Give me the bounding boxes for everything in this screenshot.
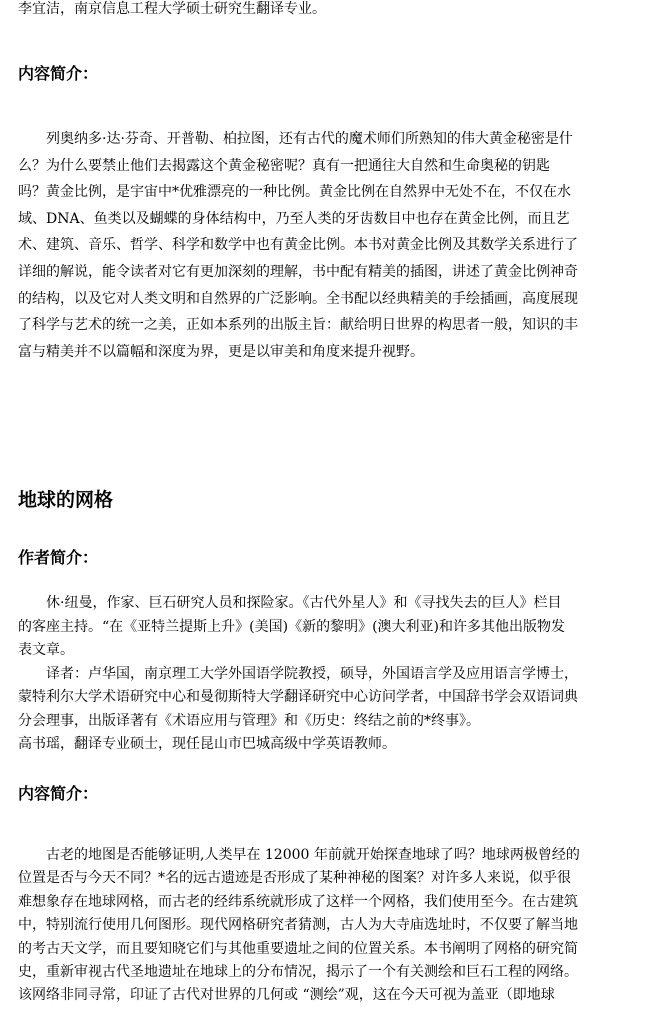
content-intro-paragraph-2 (18, 844, 630, 1008)
content-intro-heading-2: 内容简介： (18, 784, 99, 803)
paragraph-line: 蒙特利尔大学术语研究中心和曼彻斯特大学翻译研究中心访问学者，中国辞书学会双语词典 (18, 689, 578, 705)
paragraph-line: 难想象存在地球网格，而古老的经纬系统就形成了这样一个网格，我们使用至今。在古建筑 (18, 893, 578, 910)
paragraph-line: 译者：卢华国，南京理工大学外国语学院教授，硕导，外国语言学及应用语言学博士， (18, 665, 578, 682)
paragraph-line: 该网络非同寻常，印证了古代对世界的几何或 “测绘”观，这在今天可视为盖亚（即地球 (18, 987, 555, 1004)
content-intro-paragraph (18, 126, 630, 365)
book-title: 地球的网格 (18, 489, 114, 511)
paragraph-line: 表文章。 (18, 642, 74, 658)
paragraph-line: 列奥纳多·达·芬奇、开普勒、柏拉图，还有古代的魔术师们所熟知的伟大黄金秘密是什 (18, 131, 573, 147)
paragraph-line: 中，特别流行使用几何图形。现代网格研究者猜测，古人为大寺庙选址时，不仅要了解当地 (18, 917, 578, 934)
paragraph-line: 休·纽曼，作家、巨石研究人员和探险家。《古代外星人》和《寻找失去的巨人》栏目 (18, 595, 562, 611)
paragraph-line: 的客座主持。“在《亚特兰提斯上升》(美国)《新的黎明》(澳大利亚)和许多其他出版物发 (18, 618, 566, 635)
paragraph-line: 古老的地图是否能够证明,人类早在 12000 年前就开始探查地球了吗？地球两极曾经的 (18, 847, 580, 863)
paragraph-line: 域、DNA、鱼类以及蝴蝶的身体结构中，乃至人类的牙齿数目中也存在黄金比例，而且艺 (18, 210, 570, 227)
translator-note-line: 李宜洁，南京信息工程大学硕士研究生翻译专业。 (18, 1, 326, 17)
paragraph-line: 位置是否与今天不同？*名的远古遗迹是否形成了某种神秘的图案？对许多人来说，似乎很 (18, 870, 571, 887)
paragraph-line: 了科学与艺术的统一之美，正如本系列的出版主旨：献给明日世界的构思者一般，知识的丰 (18, 317, 578, 334)
paragraph-line: 高书瑶，翻译专业硕士，现任昆山市巴城高级中学英语教师。 (18, 736, 396, 752)
paragraph-line: 么？为什么要禁止他们去揭露这个黄金秘密呢？真有一把通往大自然和生命奥秘的钥匙 (18, 157, 550, 174)
paragraph-line: 富与精美并不以篇幅和深度为界，更是以审美和角度来提升视野。 (18, 343, 424, 360)
paragraph-line: 分会理事，出版译著有《术语应用与管理》和《历史：终结之前的*终事》。 (18, 712, 480, 729)
author-intro-heading: 作者简介： (18, 548, 99, 567)
paragraph-line: 吗？黄金比例，是宇宙中*优雅漂亮的一种比例。黄金比例在自然界中无处不在，不仅在水 (18, 184, 571, 201)
paragraph-line: 详细的解说，能令读者对它有更加深刻的理解，书中配有精美的插图，讲述了黄金比例神奇 (18, 263, 578, 280)
paragraph-line: 术、建筑、音乐、哲学、科学和数学中也有黄金比例。本书对黄金比例及其数学关系进行了 (18, 237, 578, 254)
content-intro-heading: 内容简介： (18, 64, 99, 83)
author-intro-paragraph (18, 592, 630, 757)
paragraph-line: 的结构，以及它对人类文明和自然界的广泛影响。全书配以经典精美的手绘插画，高度展现 (18, 290, 578, 307)
paragraph-line: 的考古天文学，而且要知晓它们与其他重要遗址之间的位置关系。本书阐明了网格的研究简 (18, 940, 578, 957)
paragraph-line: 史，重新审视古代圣地遗址在地球上的分布情况，揭示了一个有关测绘和巨石工程的网络。 (18, 964, 578, 981)
